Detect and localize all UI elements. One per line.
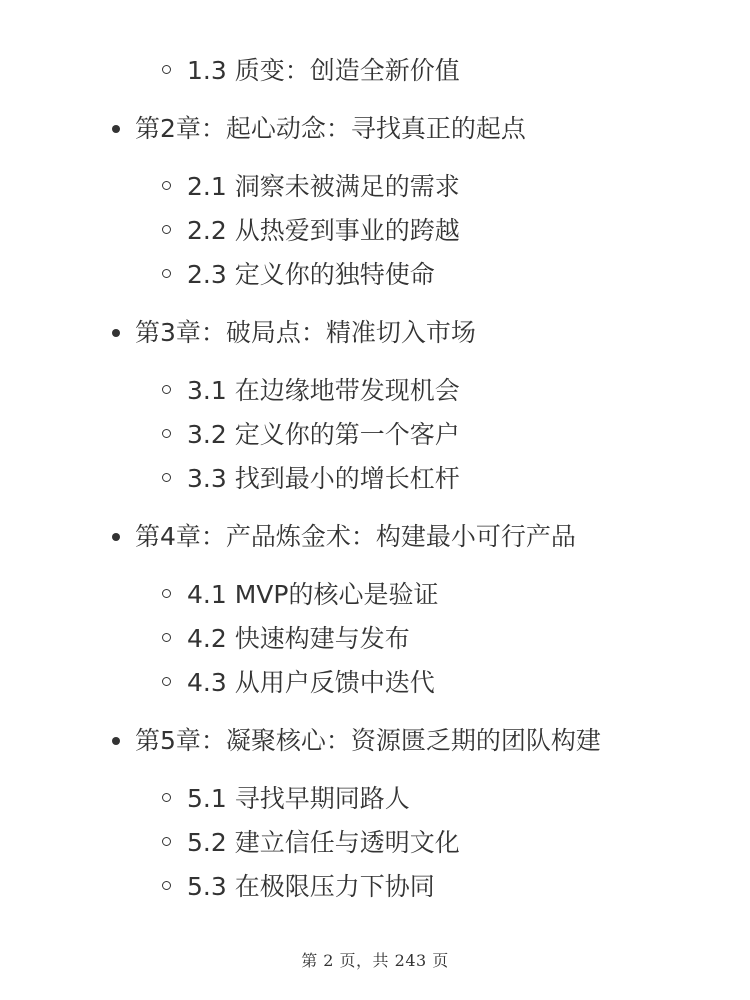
chapter-item <box>0 719 750 763</box>
hollow-bullet-icon <box>162 677 171 686</box>
hollow-bullet-icon <box>162 881 171 890</box>
section-title: 4.1 MVP的核心是验证 <box>187 580 439 609</box>
hollow-bullet-icon <box>162 181 171 190</box>
section-title: 5.1 寻找早期同路人 <box>187 784 410 813</box>
section-item <box>0 253 750 297</box>
chapter-title: 第3章：破局点：精准切入市场 <box>135 318 476 347</box>
hollow-bullet-icon <box>162 633 171 642</box>
filled-bullet-icon <box>112 533 120 541</box>
section-item <box>0 777 750 821</box>
section-title: 1.3 质变：创造全新价值 <box>187 56 460 85</box>
section-item <box>0 369 750 413</box>
section-title: 4.3 从用户反馈中迭代 <box>187 668 435 697</box>
section-item <box>0 573 750 617</box>
page-indicator: 第 2 页，共 243 页 <box>301 951 449 970</box>
section-title: 2.2 从热爱到事业的跨越 <box>187 216 460 245</box>
hollow-bullet-icon <box>162 225 171 234</box>
section-item <box>0 617 750 661</box>
section-title: 3.2 定义你的第一个客户 <box>187 420 460 449</box>
chapter-title: 第4章：产品炼金术：构建最小可行产品 <box>135 522 576 551</box>
filled-bullet-icon <box>112 737 120 745</box>
section-item <box>0 165 750 209</box>
hollow-bullet-icon <box>162 429 171 438</box>
section-item <box>0 661 750 705</box>
hollow-bullet-icon <box>162 589 171 598</box>
table-of-contents <box>0 49 750 909</box>
section-item <box>0 457 750 501</box>
filled-bullet-icon <box>112 125 120 133</box>
filled-bullet-icon <box>112 329 120 337</box>
chapter-title: 第5章：凝聚核心：资源匮乏期的团队构建 <box>135 726 601 755</box>
section-title: 5.3 在极限压力下协同 <box>187 872 435 901</box>
hollow-bullet-icon <box>162 837 171 846</box>
section-item <box>0 209 750 253</box>
hollow-bullet-icon <box>162 385 171 394</box>
hollow-bullet-icon <box>162 473 171 482</box>
chapter-item <box>0 107 750 151</box>
section-item <box>0 49 750 93</box>
hollow-bullet-icon <box>162 269 171 278</box>
chapter-item <box>0 515 750 559</box>
section-title: 2.1 洞察未被满足的需求 <box>187 172 460 201</box>
section-item <box>0 413 750 457</box>
section-title: 3.3 找到最小的增长杠杆 <box>187 464 460 493</box>
section-title: 2.3 定义你的独特使命 <box>187 260 435 289</box>
section-title: 4.2 快速构建与发布 <box>187 624 410 653</box>
section-item <box>0 821 750 865</box>
section-item <box>0 865 750 909</box>
chapter-item <box>0 311 750 355</box>
section-title: 5.2 建立信任与透明文化 <box>187 828 460 857</box>
hollow-bullet-icon <box>162 65 171 74</box>
hollow-bullet-icon <box>162 793 171 802</box>
chapter-title: 第2章：起心动念：寻找真正的起点 <box>135 114 526 143</box>
section-title: 3.1 在边缘地带发现机会 <box>187 376 460 405</box>
